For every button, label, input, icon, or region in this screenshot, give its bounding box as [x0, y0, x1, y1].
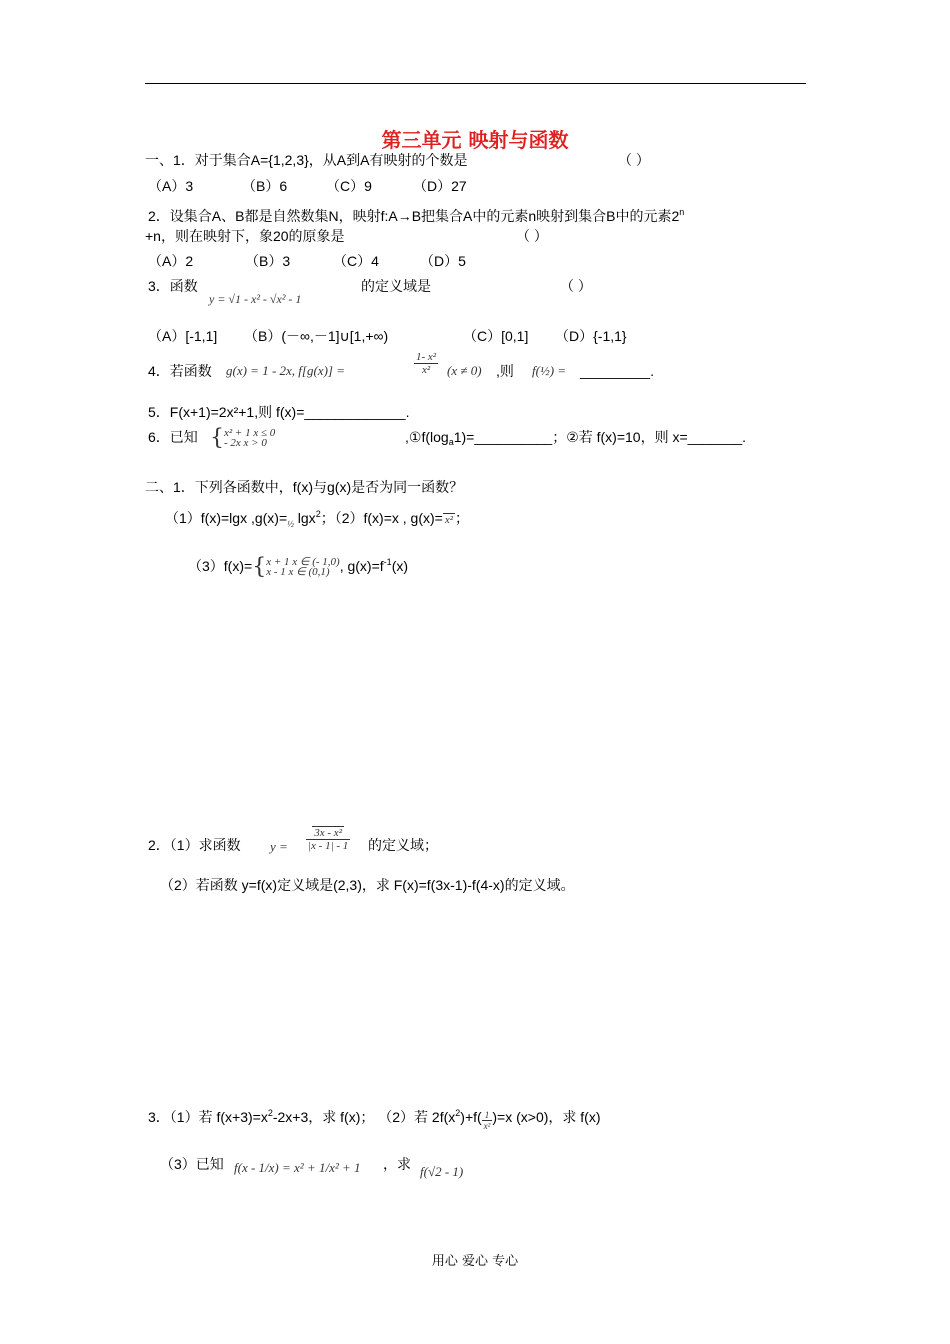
q2-3-formula: f(x - 1/x) = x² + 1/x² + 1 — [234, 1160, 361, 1175]
q1-3-choice-b: （B）(－∞,－1]∪[1,+∞) — [244, 328, 389, 344]
q1-4-blank: _________. — [580, 363, 654, 379]
q2-1-item1: （1）f(x)=lgx ,g(x)=½ lgx$^2$；（2）f(x)=x , g(x)= x² ； — [165, 509, 470, 529]
q1-2-line1: 2．设集合A、B都是自然数集N，映射f:A→B把集合A中的元素n映射到集合B中的元素2$^n$ — [148, 207, 685, 224]
q2-2-ylabel: y = — [270, 839, 288, 854]
q1-3-choice-d: （D）{-1,1} — [555, 328, 627, 344]
q1-2-choice-d: （D）5 — [420, 253, 466, 269]
q1-4-text: 4．若函数 — [148, 363, 212, 379]
q1-4-then: ,则 — [496, 363, 514, 379]
q1-4-fraction: $\frac{\text{1- x²}}{\text{x²}}$ — [416, 351, 437, 376]
page-footer: 用心 爱心 专心 — [431, 1254, 519, 1269]
q1-1-choice-d: （D）27 — [413, 178, 467, 194]
q1-1-choice-a: （A）3 — [148, 178, 194, 194]
q1-4-cond: (x ≠ 0) — [447, 363, 482, 378]
q1-3-text: 3．函数 — [148, 278, 198, 294]
q1-2-paren: （ ） — [516, 228, 548, 244]
q1-2-line2: +n，则在映射下，象20的原象是 — [145, 228, 345, 244]
q1-2-choice-c: （C）4 — [333, 253, 379, 269]
q1-3-choice-a: （A）[-1,1] — [148, 328, 218, 344]
q2-2-fraction: $\frac{\text{3x - x²}}{|x - 1| - 1}$ — [308, 827, 349, 852]
q1-3-paren: （ ） — [560, 278, 592, 294]
q1-1-text: 一、1．对于集合A={1,2,3}，从A到A有映射的个数是 — [145, 152, 468, 168]
q1-6-piecewise: {x² + 1 x ≤ 0 - 2x x > 0 — [210, 425, 276, 451]
q1-6-rest: $,①f(\log_a1)=\_\_\_\_\_\_\_\_\_\_$；②若 f(x)=10，则 x=_______. — [405, 429, 747, 447]
q1-3-formula: y = √1 - x² - √x² - 1 — [209, 292, 302, 306]
q2-3-ask: f(√2 - 1) — [420, 1164, 464, 1179]
q2-1-item3: （3）f(x)={x + 1 x ∈ (- 1,0) x - 1 x ∈ (0,1) , $g(x)=f^{-1}(x)$ — [188, 554, 409, 580]
page-title: 第三单元 映射与函数 — [381, 128, 569, 152]
q1-2-choice-a: （A）2 — [148, 253, 194, 269]
q1-4-fhalf: f(½) = — [532, 363, 567, 378]
q1-2-choice-b: （B）3 — [245, 253, 291, 269]
header-rule — [145, 83, 806, 84]
q1-4-formula: g(x) = 1 - 2x, f[g(x)] = — [226, 363, 345, 378]
q2-3-part1-2: 3．（1）若 $f(x+3)=x^2-2x+3$，求 f(x)； （2）若 $2f(x^2)+f$( $\frac{1}{\text{x²}}$ )=x (x>0)，求 f(x) — [148, 1108, 601, 1131]
q1-1-choice-b: （B）6 — [242, 178, 288, 194]
q2-2-text: 2．（1）求函数 — [148, 837, 241, 853]
q2-2-part2: （2）若函数 y=f(x)定义域是(2,3)，求 F(x)=f(3x-1)-f(4-x)的定义域。 — [160, 877, 575, 893]
q1-3-tail: 的定义域是 — [361, 278, 431, 294]
q1-1-paren: （ ） — [618, 152, 650, 168]
q1-5-text: 5．F(x+1)=2x²+1,则 f(x)=_____________. — [148, 404, 410, 420]
q2-2-tail: 的定义域； — [368, 837, 438, 853]
q2-3-mid: ，求 — [383, 1156, 411, 1172]
q1-6-text: 6．已知 — [148, 429, 198, 445]
q2-1-text: 二、1．下列各函数中，f(x)与g(x)是否为同一函数？ — [145, 479, 464, 495]
q2-3-part3: （3）已知 — [160, 1156, 224, 1172]
q1-1-choice-c: （C）9 — [326, 178, 372, 194]
q1-3-choice-c: （C）[0,1] — [463, 328, 529, 344]
